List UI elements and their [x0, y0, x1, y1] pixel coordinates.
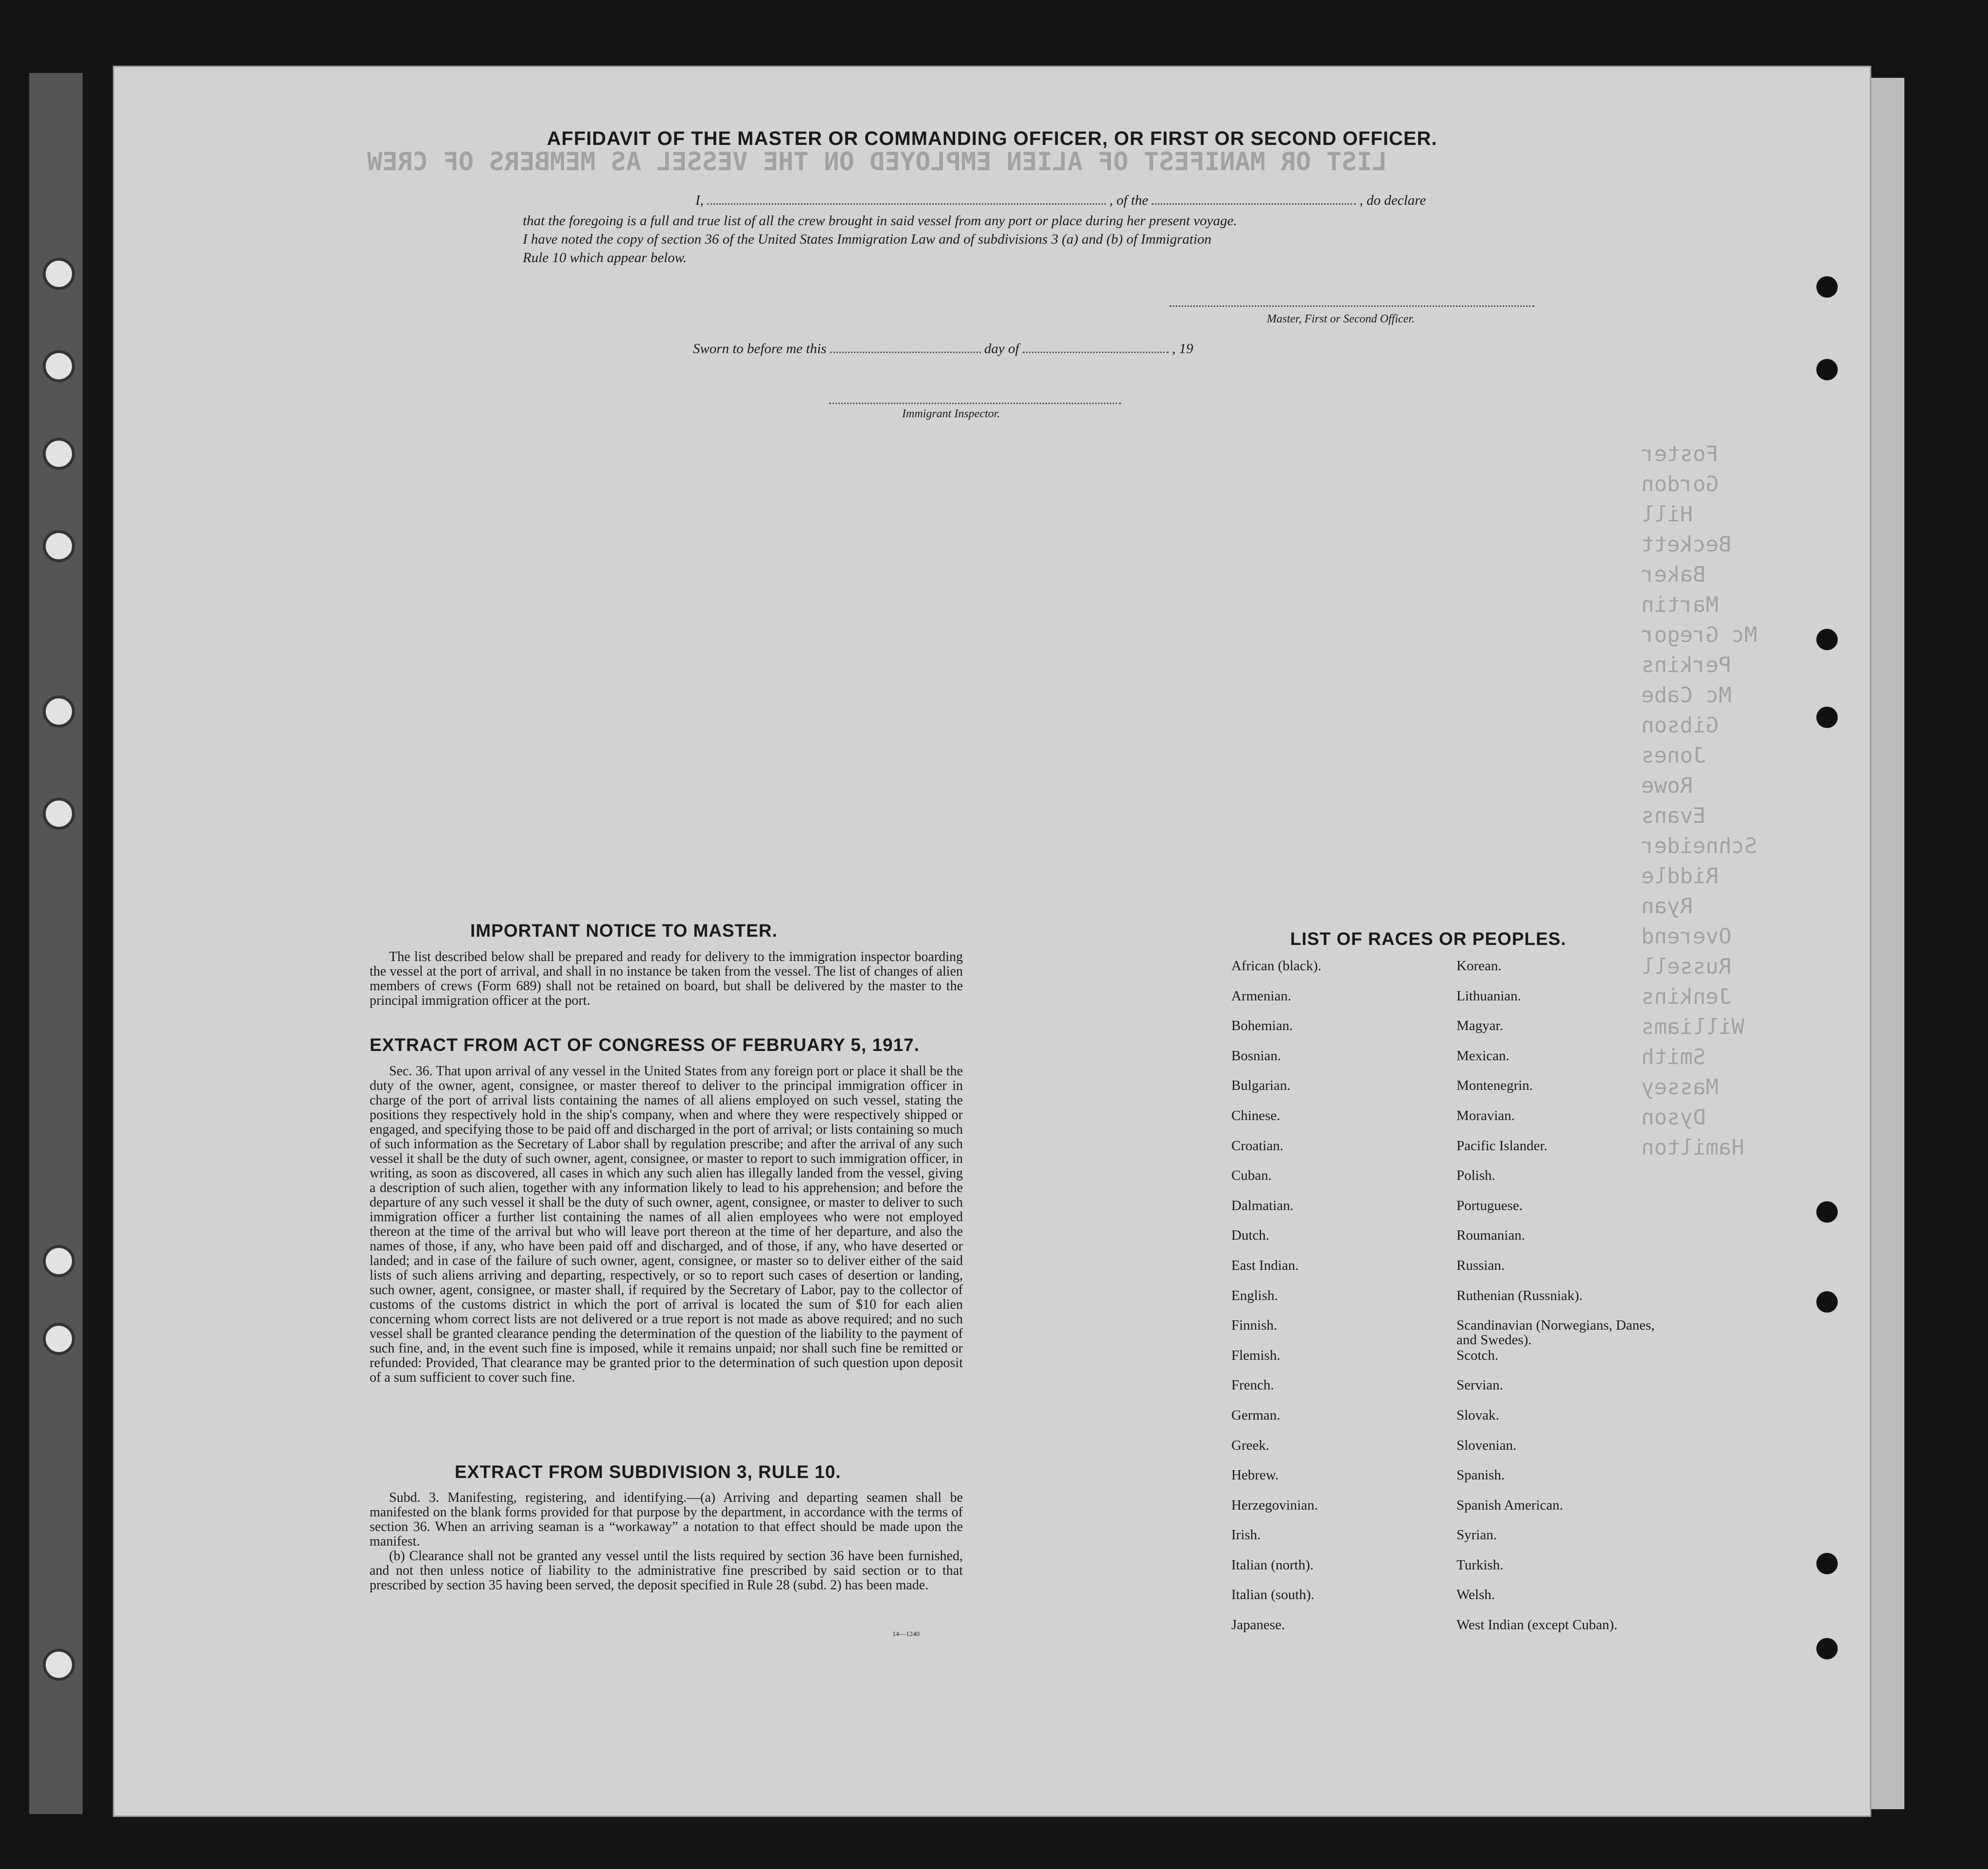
race-item: Russian.: [1456, 1257, 1505, 1273]
bleed-name: Schneider: [1641, 834, 1757, 858]
race-item: Irish.: [1231, 1527, 1261, 1543]
race-item: Croatian.: [1231, 1138, 1284, 1154]
sworn-day-field[interactable]: [830, 341, 981, 353]
race-item: Welsh.: [1456, 1587, 1495, 1603]
race-item: Spanish.: [1456, 1467, 1505, 1483]
affidavit-title: AFFIDAVIT OF THE MASTER OR COMMANDING OFFICER, OR FIRST OR SECOND OFFICER.: [547, 128, 1438, 149]
race-item: Bulgarian.: [1231, 1078, 1291, 1094]
race-item: Slovak.: [1456, 1407, 1499, 1423]
race-item: Spanish American.: [1456, 1497, 1563, 1513]
binder-hole: [43, 258, 75, 290]
bleed-header: LIST OR MANIFEST OF ALIEN EMPLOYED ON THE VESSEL AS MEMBERS OF CREW: [367, 147, 1387, 177]
document-page: [113, 66, 1871, 1817]
affidavit-line-1: [523, 191, 1612, 210]
vessel-field[interactable]: [1152, 193, 1356, 205]
race-item: Dalmatian.: [1231, 1197, 1294, 1213]
do-declare-label: , do declare: [1359, 193, 1426, 208]
binder-hole: [43, 530, 75, 562]
race-item: Turkish.: [1456, 1557, 1504, 1573]
notice-title: IMPORTANT NOTICE TO MASTER.: [470, 921, 778, 941]
race-item: East Indian.: [1231, 1257, 1299, 1273]
act-extract-text: Sec. 36. That upon arrival of any vessel in the United States from any foreign port or place it shall be the duty of the owner, agent, consignee, or master thereof to deliver to the principal immigration officer in charge of the port of arrival lists containing the names of all aliens employed on such vessel, stating the positions they respectively hold in the ship's company, when and where they were respectively shipped or engaged, and specifying those to be paid off and discharged in the port of arrival; or lists containing so much of such information as the Secretary of Labor shall by regulation prescribe; and after the arrival of any such vessel it shall be the duty of such owner, agent, consignee, or master to report to such immigration officer, in writing, as soon as discovered, all cases in which any such alien has illegally landed from the vessel, giving a description of such alien, together with any information likely to lead to his apprehension; and before the departure of any such vessel it shall be the duty of such owner, agent, consignee, or master to deliver to such immigration officer a further list containing the names of all alien employees who were not employed thereon at the time of the arrival but who will leave port thereon at the time of her departure, and also the names of those, if any, who have been paid off and discharged, and of those, if any, who have deserted or landed; and in case of the failure of such owner, agent, consignee, or master so to deliver either of the said lists of such aliens arriving and departing, respectively, or so to report such cases of desertion or landing, such owner, agent, consignee, or master shall, if required by the Secretary of Labor, pay to the collector of customs of the customs district in which the port of arrival is located the sum of $10 for each alien concerning whom correct lists are not delivered or a true report is not made as above required; and no such vessel shall be granted clearance pending the determination of the question of the liability to the payment of such fine, and, in the event such fine is imposed, while it remains unpaid; nor shall such fine be remitted or refunded: Provided, That clearance may be granted prior to the determination of such question upon deposit of a sum sufficient to cover such fine.: [370, 1064, 963, 1385]
form-number: 14—1240: [892, 1631, 920, 1638]
bleed-name: Overend: [1641, 924, 1732, 949]
act-extract-title: EXTRACT FROM ACT OF CONGRESS OF FEBRUARY 5, 1917.: [370, 1035, 920, 1055]
race-item: Pacific Islander.: [1456, 1138, 1547, 1154]
race-item: Portuguese.: [1456, 1197, 1523, 1213]
race-item: Chinese.: [1231, 1107, 1280, 1123]
bleed-name: Dyson: [1641, 1105, 1706, 1130]
bleed-name: Ryan: [1641, 894, 1693, 919]
bleed-name: Mc Cabe: [1641, 683, 1732, 708]
race-item: West Indian (except Cuban).: [1456, 1617, 1618, 1633]
race-item: Korean.: [1456, 958, 1502, 974]
race-item: Slovenian.: [1456, 1437, 1517, 1453]
race-item: Servian.: [1456, 1377, 1503, 1393]
name-field[interactable]: [707, 193, 1106, 205]
affidavit-line-3: I have noted the copy of section 36 of the United States Immigration Law and of subdivisions 3 (a) and (b) of Immigration: [523, 231, 1212, 247]
race-item: Syrian.: [1456, 1527, 1497, 1543]
binder-hole: [43, 438, 75, 470]
bleed-name: Evans: [1641, 803, 1706, 828]
race-item: Polish.: [1456, 1168, 1495, 1184]
bleed-name: Jones: [1641, 743, 1706, 768]
affidavit-line-2: that the foregoing is a full and true list of all the crew brought in said vessel from any port or place during her present voyage.: [523, 213, 1237, 229]
page-edge: [1868, 78, 1904, 1809]
race-item: Cuban.: [1231, 1168, 1272, 1184]
race-item: Greek.: [1231, 1437, 1270, 1453]
i-label: I,: [695, 193, 704, 208]
race-item: Finnish.: [1231, 1317, 1278, 1334]
punch-hole: [1816, 629, 1838, 650]
binder-hole: [43, 350, 75, 382]
race-item: Japanese.: [1231, 1617, 1285, 1633]
bleed-name: Perkins: [1641, 653, 1732, 677]
bleed-name: Foster: [1641, 442, 1719, 466]
race-item: African (black).: [1231, 958, 1322, 974]
race-item: French.: [1231, 1377, 1274, 1393]
race-item: Lithuanian.: [1456, 988, 1521, 1004]
bleed-name: Gibson: [1641, 713, 1719, 738]
rule-para-a: Subd. 3. Manifesting, registering, and identifying.—(a) Arriving and departing seamen shall be manifested on the blank forms provided for that purpose by the department, in accordance with the terms of section 36. When an arriving seaman is a “workaway” a notation to that effect should be made upon the manifest.: [370, 1490, 963, 1549]
bleed-name: Hamilton: [1641, 1135, 1744, 1160]
punch-hole: [1816, 1201, 1838, 1223]
bleed-name: Beckett: [1641, 532, 1732, 557]
punch-hole: [1816, 707, 1838, 728]
race-item: Flemish.: [1231, 1347, 1280, 1363]
sworn-line: [523, 339, 1612, 358]
day-of-label: day of: [984, 341, 1019, 356]
binder-hole: [43, 695, 75, 728]
race-item: Ruthenian (Russniak).: [1456, 1287, 1583, 1303]
binder-hole: [43, 1323, 75, 1355]
binder-strip: [29, 73, 83, 1814]
sworn-label: Sworn to before me this: [693, 341, 827, 356]
bleed-name: Hill: [1641, 502, 1693, 527]
punch-hole: [1816, 359, 1838, 380]
races-right-column: [1456, 959, 1675, 1648]
race-item: Scotch.: [1456, 1347, 1499, 1363]
race-item: Italian (south).: [1231, 1587, 1314, 1603]
notice-text: The list described below shall be prepared and ready for delivery to the immigration inspector boarding the vessel at the port of arrival, and shall in no instance be taken from the vessel. The list of changes of alien members of crews (Form 689) shall not be retained on board, but shall be delivered by the master to the principal immigration officer at the port.: [370, 949, 963, 1008]
race-item: Dutch.: [1231, 1228, 1270, 1244]
binder-hole: [43, 798, 75, 830]
binder-hole: [43, 1649, 75, 1681]
inspector-label: Immigrant Inspector.: [902, 408, 1000, 420]
race-item: Armenian.: [1231, 988, 1292, 1004]
affidavit-line-4: Rule 10 which appear below.: [523, 250, 687, 266]
race-item: Herzegovinian.: [1231, 1497, 1318, 1513]
bleed-name: Massey: [1641, 1075, 1719, 1100]
races-title: LIST OF RACES OR PEOPLES.: [1290, 929, 1566, 949]
bleed-name: Gordon: [1641, 472, 1719, 497]
race-item: Bosnian.: [1231, 1048, 1281, 1064]
rule-extract-text: [370, 1491, 963, 1593]
race-item: Mexican.: [1456, 1048, 1509, 1064]
rule-para-b: (b) Clearance shall not be granted any vessel until the lists required by section 36 have been furnished, and not then unless notice of liability to the administrative fine prescribed by said section or to that prescribed by section 35 having been served, the deposit specified in Rule 28 (subd. 2) has been made.: [370, 1549, 963, 1593]
races-left-column: [1231, 959, 1436, 1648]
bleed-name: Rowe: [1641, 773, 1693, 798]
binder-hole: [43, 1245, 75, 1277]
punch-hole: [1816, 1553, 1838, 1574]
race-item: Montenegrin.: [1456, 1078, 1533, 1094]
bleed-name: Martin: [1641, 592, 1719, 617]
race-item: Roumanian.: [1456, 1228, 1525, 1244]
race-item: German.: [1231, 1407, 1280, 1423]
bleed-name: Jenkins: [1641, 984, 1732, 1009]
bleed-name: Williams: [1641, 1015, 1744, 1039]
master-signature-line[interactable]: [1170, 305, 1534, 307]
year-label: , 19: [1172, 341, 1193, 356]
race-item: Bohemian.: [1231, 1018, 1293, 1034]
race-item: Moravian.: [1456, 1107, 1515, 1123]
bleed-name: Mc Gregor: [1641, 623, 1757, 647]
punch-hole: [1816, 1638, 1838, 1659]
rule-extract-title: EXTRACT FROM SUBDIVISION 3, RULE 10.: [455, 1462, 841, 1482]
punch-hole: [1816, 276, 1838, 298]
race-item: English.: [1231, 1287, 1278, 1303]
sworn-month-field[interactable]: [1023, 341, 1169, 353]
punch-hole: [1816, 1291, 1838, 1313]
master-signature-label: Master, First or Second Officer.: [1267, 313, 1415, 325]
bleed-name: Baker: [1641, 562, 1706, 587]
inspector-signature-line[interactable]: [829, 403, 1121, 404]
bleed-name: Smith: [1641, 1045, 1706, 1069]
bleed-name: Riddle: [1641, 864, 1719, 889]
race-item: Magyar.: [1456, 1018, 1503, 1034]
race-item: Hebrew.: [1231, 1467, 1279, 1483]
bleed-name: Russell: [1641, 954, 1732, 979]
of-the-label: , of the: [1109, 193, 1149, 208]
race-item: Italian (north).: [1231, 1557, 1314, 1573]
race-item: Scandinavian (Norwegians, Danes, and Swedes).: [1456, 1317, 1655, 1348]
